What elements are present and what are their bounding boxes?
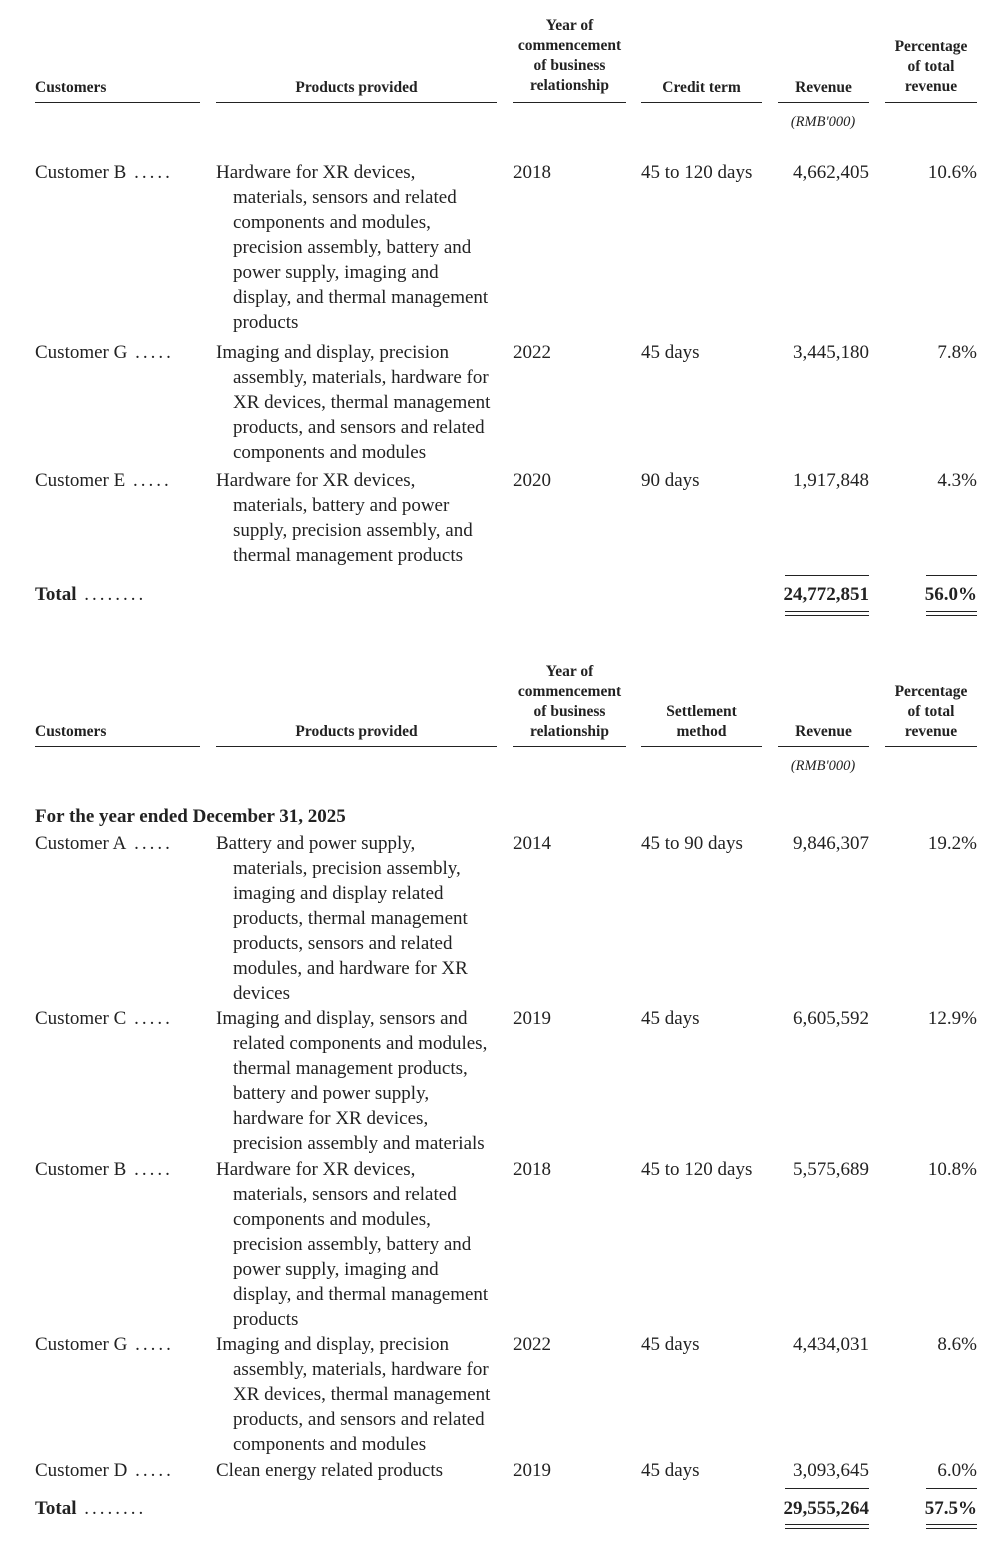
year-commenced: 2018 bbox=[513, 162, 551, 183]
customer-name: Customer E ..... bbox=[35, 470, 172, 491]
header-percentage: Percentage of total revenue bbox=[894, 683, 968, 740]
subtotal-rule bbox=[785, 1488, 869, 1489]
products-provided: Clean energy related products bbox=[216, 1460, 444, 1481]
settlement-method: 45 days bbox=[641, 1460, 700, 1481]
revenue-unit: (RMB'000) bbox=[790, 114, 856, 130]
header-percentage: Percentage of total revenue bbox=[894, 38, 968, 95]
revenue-value: 6,605,592 bbox=[793, 1008, 869, 1029]
percentage-value: 10.8% bbox=[927, 1159, 977, 1180]
settlement-method: 45 to 120 days bbox=[641, 1159, 753, 1180]
customer-name: Customer D ..... bbox=[35, 1460, 174, 1481]
header-rule bbox=[641, 746, 762, 747]
header-revenue: Revenue bbox=[795, 79, 852, 96]
year-commenced: 2019 bbox=[513, 1008, 551, 1029]
credit-term: 45 to 120 days bbox=[641, 162, 753, 183]
year-commenced: 2020 bbox=[513, 470, 551, 491]
header-rule bbox=[778, 102, 869, 103]
header-customers: Customers bbox=[35, 79, 107, 96]
header-customers: Customers bbox=[35, 723, 107, 740]
customer-name: Customer C ..... bbox=[35, 1008, 173, 1029]
header-rule bbox=[641, 102, 762, 103]
total-revenue: 29,555,264 bbox=[783, 1498, 869, 1519]
revenue-value: 4,662,405 bbox=[793, 162, 869, 183]
header-rule bbox=[216, 102, 497, 103]
products-provided: Imaging and display, precision assembly, materials, hardware for XR devices, thermal management products, and sensors and related components and modules bbox=[216, 342, 491, 463]
percentage-value: 10.6% bbox=[927, 162, 977, 183]
header-rule bbox=[778, 746, 869, 747]
subtotal-rule bbox=[785, 575, 869, 576]
year-commenced: 2014 bbox=[513, 833, 551, 854]
customer-name: Customer G ..... bbox=[35, 342, 174, 363]
year-commenced: 2018 bbox=[513, 1159, 551, 1180]
subtotal-rule bbox=[926, 575, 977, 576]
revenue-value: 5,575,689 bbox=[793, 1159, 869, 1180]
header-settlement-method: Settlement method bbox=[666, 703, 737, 740]
section-heading: For the year ended December 31, 2025 bbox=[35, 806, 346, 827]
customer-name: Customer G ..... bbox=[35, 1334, 174, 1355]
revenue-value: 4,434,031 bbox=[793, 1334, 869, 1355]
revenue-value: 9,846,307 bbox=[793, 833, 869, 854]
total-percentage: 57.5% bbox=[924, 1498, 977, 1519]
products-provided: Hardware for XR devices, materials, battery and power supply, precision assembly, and thermal management products bbox=[216, 470, 473, 566]
year-commenced: 2022 bbox=[513, 342, 551, 363]
header-rule bbox=[216, 746, 497, 747]
settlement-method: 45 to 90 days bbox=[641, 833, 743, 854]
header-products: Products provided bbox=[295, 723, 418, 740]
customer-name: Customer A ..... bbox=[35, 833, 173, 854]
percentage-value: 8.6% bbox=[937, 1334, 977, 1355]
total-percentage: 56.0% bbox=[924, 584, 977, 605]
header-products: Products provided bbox=[295, 79, 418, 96]
revenue-value: 3,093,645 bbox=[793, 1460, 869, 1481]
header-credit-term: Credit term bbox=[662, 79, 741, 96]
products-provided: Imaging and display, sensors and related components and modules, thermal management products, battery and power supply, hardware for XR devices, precision assembly and materials bbox=[216, 1008, 488, 1154]
total-label: Total ........ bbox=[35, 1498, 147, 1519]
total-double-rule bbox=[926, 611, 977, 616]
header-rule bbox=[513, 102, 626, 103]
header-rule bbox=[885, 102, 977, 103]
customer-name: Customer B ..... bbox=[35, 162, 173, 183]
year-commenced: 2019 bbox=[513, 1460, 551, 1481]
products-provided: Hardware for XR devices, materials, sensors and related components and modules, precision assembly, battery and power supply, imaging and display, and thermal management products bbox=[216, 1159, 489, 1330]
total-label: Total ........ bbox=[35, 584, 147, 605]
year-commenced: 2022 bbox=[513, 1334, 551, 1355]
percentage-value: 6.0% bbox=[937, 1460, 977, 1481]
percentage-value: 12.9% bbox=[927, 1008, 977, 1029]
header-rule bbox=[513, 746, 626, 747]
settlement-method: 45 days bbox=[641, 1334, 700, 1355]
total-double-rule bbox=[926, 1524, 977, 1529]
credit-term: 45 days bbox=[641, 342, 700, 363]
header-year: Year of commencement of business relationship bbox=[517, 663, 622, 740]
header-year: Year of commencement of business relationship bbox=[517, 17, 622, 94]
percentage-value: 19.2% bbox=[927, 833, 977, 854]
revenue-unit: (RMB'000) bbox=[790, 758, 856, 774]
total-revenue: 24,772,851 bbox=[783, 584, 869, 605]
products-provided: Battery and power supply, materials, precision assembly, imaging and display related products, thermal management products, sensors and related modules, and hardware for XR devices bbox=[216, 833, 468, 1004]
total-double-rule bbox=[785, 611, 869, 616]
percentage-value: 7.8% bbox=[937, 342, 977, 363]
total-double-rule bbox=[785, 1524, 869, 1529]
products-provided: Imaging and display, precision assembly, materials, hardware for XR devices, thermal management products, and sensors and related components and modules bbox=[216, 1334, 491, 1455]
header-revenue: Revenue bbox=[795, 723, 852, 740]
products-provided: Hardware for XR devices, materials, sensors and related components and modules, precision assembly, battery and power supply, imaging and display, and thermal management products bbox=[216, 162, 489, 333]
percentage-value: 4.3% bbox=[937, 470, 977, 491]
credit-term: 90 days bbox=[641, 470, 700, 491]
settlement-method: 45 days bbox=[641, 1008, 700, 1029]
header-rule bbox=[35, 746, 200, 747]
customer-name: Customer B ..... bbox=[35, 1159, 173, 1180]
subtotal-rule bbox=[926, 1488, 977, 1489]
header-rule bbox=[885, 746, 977, 747]
revenue-value: 3,445,180 bbox=[793, 342, 869, 363]
header-rule bbox=[35, 102, 200, 103]
revenue-value: 1,917,848 bbox=[793, 470, 869, 491]
